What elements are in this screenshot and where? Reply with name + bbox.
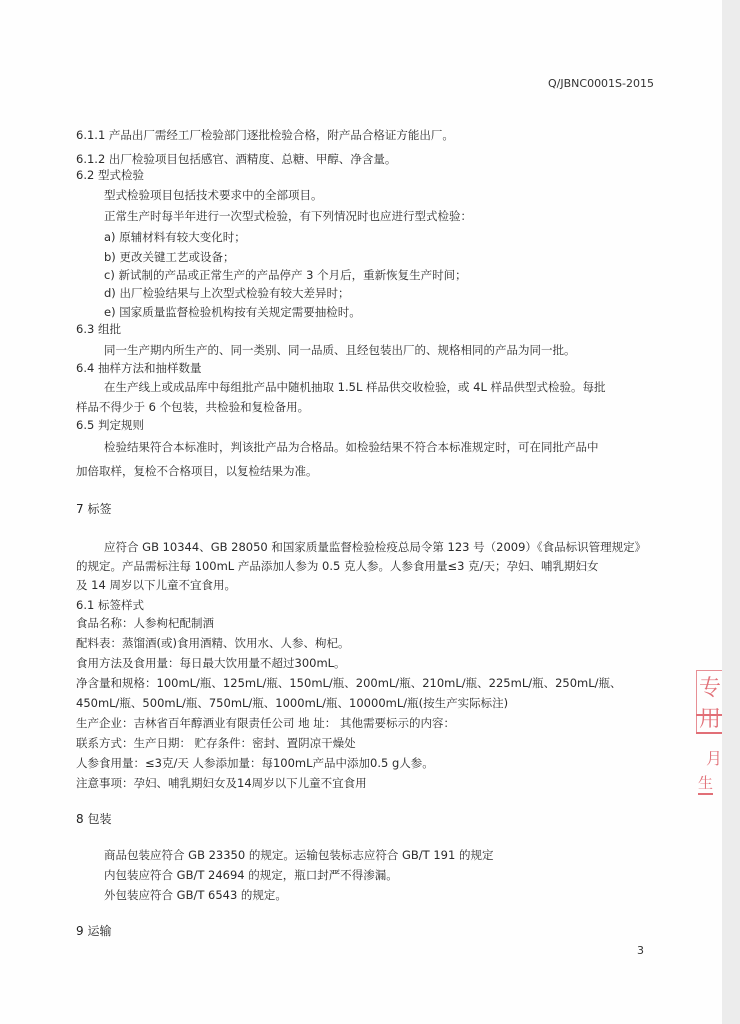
label-field: 食品名称：人参枸杞配制酒 — [76, 616, 214, 630]
list-item-a: a) 原辅材料有较大变化时； — [104, 230, 246, 244]
label-field: 食用方法及食用量：每日最大饮用量不超过300mL。 — [76, 656, 346, 670]
section-heading-8: 8 包装 — [76, 812, 112, 826]
stamp-text: 生 — [698, 772, 713, 795]
label-field: 生产企业：吉林省百年醇酒业有限责任公司 地 址： 其他需要标示的内容： — [76, 716, 455, 730]
stamp-text: 月 — [706, 749, 722, 768]
stamp-line — [696, 732, 722, 734]
red-seal-stamp — [690, 660, 722, 800]
label-field: 净含量和规格：100mL/瓶、125mL/瓶、150mL/瓶、200mL/瓶、210mL/瓶、225mL/瓶、250mL/瓶、 — [76, 676, 622, 690]
label-field: 450mL/瓶、500mL/瓶、750mL/瓶、1000mL/瓶、10000mL/瓶(按生产实际标注) — [76, 696, 509, 710]
heading-6-2: 6.2 型式检验 — [76, 168, 144, 182]
paragraph-line: 内包装应符合 GB/T 24694 的规定，瓶口封严不得渗漏。 — [104, 868, 398, 882]
paragraph-line: 商品包装应符合 GB 23350 的规定。运输包装标志应符合 GB/T 191 的规定 — [104, 848, 494, 862]
label-field: 人参食用量：≤3克/天 人参添加量：每100mL产品中添加0.5 g人参。 — [76, 756, 434, 770]
list-item-b: b) 更改关键工艺或设备； — [104, 250, 235, 264]
heading-6-1-label: 6.1 标签样式 — [76, 598, 144, 612]
paragraph-line: 外包装应符合 GB/T 6543 的规定。 — [104, 888, 287, 902]
stamp-text: 专用 — [696, 670, 722, 734]
paragraph-line: 加倍取样，复检不合格项目，以复检结果为准。 — [76, 464, 318, 478]
paragraph-line: 同一生产期内所生产的、同一类别、同一品质、且经包装出厂的、规格相同的产品为同一批。 — [104, 343, 576, 357]
paragraph-line: 在生产线上或成品库中每组批产品中随机抽取 1.5L 样品供交收检验，或 4L 样品供型式检验。每批 — [104, 380, 606, 394]
scan-edge — [722, 0, 740, 1024]
section-heading-7: 7 标签 — [76, 502, 112, 516]
stamp-line — [696, 714, 722, 716]
paragraph-line: 型式检验项目包括技术要求中的全部项目。 — [104, 188, 323, 202]
label-field: 联系方式：生产日期： 贮存条件：密封、置阴凉干燥处 — [76, 736, 356, 750]
paragraph-line: 检验结果符合本标准时，判该批产品为合格品。如检验结果不符合本标准规定时，可在同批产品中 — [104, 440, 599, 454]
list-item-d: d) 出厂检验结果与上次型式检验有较大差异时； — [104, 286, 350, 300]
heading-6-5: 6.5 判定规则 — [76, 418, 144, 432]
list-item-c: c) 新试制的产品或正常生产的产品停产 3 个月后，重新恢复生产时间； — [104, 268, 467, 282]
paragraph-line: 的规定。产品需标注每 100mL 产品添加人参为 0.5 克人参。人参食用量≤3 克/天；孕妇、哺乳期妇女 — [76, 559, 599, 573]
paragraph-line: 正常生产时每半年进行一次型式检验，有下列情况时也应进行型式检验： — [104, 209, 472, 223]
label-field: 注意事项：孕妇、哺乳期妇女及14周岁以下儿童不宜食用 — [76, 776, 367, 790]
page-number: 3 — [637, 944, 644, 957]
paragraph-line: 样品不得少于 6 个包装，共检验和复检备用。 — [76, 400, 310, 414]
standard-code: Q/JBNC0001S-2015 — [548, 77, 655, 90]
paragraph-line: 及 14 周岁以下儿童不宜食用。 — [76, 578, 236, 592]
list-item-e: e) 国家质量监督检验机构按有关规定需要抽检时。 — [104, 305, 361, 319]
clause-6-1-1: 6.1.1 产品出厂需经工厂检验部门逐批检验合格，附产品合格证方能出厂。 — [76, 128, 454, 142]
clause-6-1-2: 6.1.2 出厂检验项目包括感官、酒精度、总糖、甲醇、净含量。 — [76, 152, 397, 166]
heading-6-4: 6.4 抽样方法和抽样数量 — [76, 361, 202, 375]
label-field: 配料表：蒸馏酒(或)食用酒精、饮用水、人参、枸杞。 — [76, 636, 350, 650]
heading-6-3: 6.3 组批 — [76, 322, 121, 336]
paragraph-line: 应符合 GB 10344、GB 28050 和国家质量监督检验检疫总局令第 123 号（2009）《食品标识管理规定》 — [104, 540, 647, 554]
section-heading-9: 9 运输 — [76, 924, 112, 938]
